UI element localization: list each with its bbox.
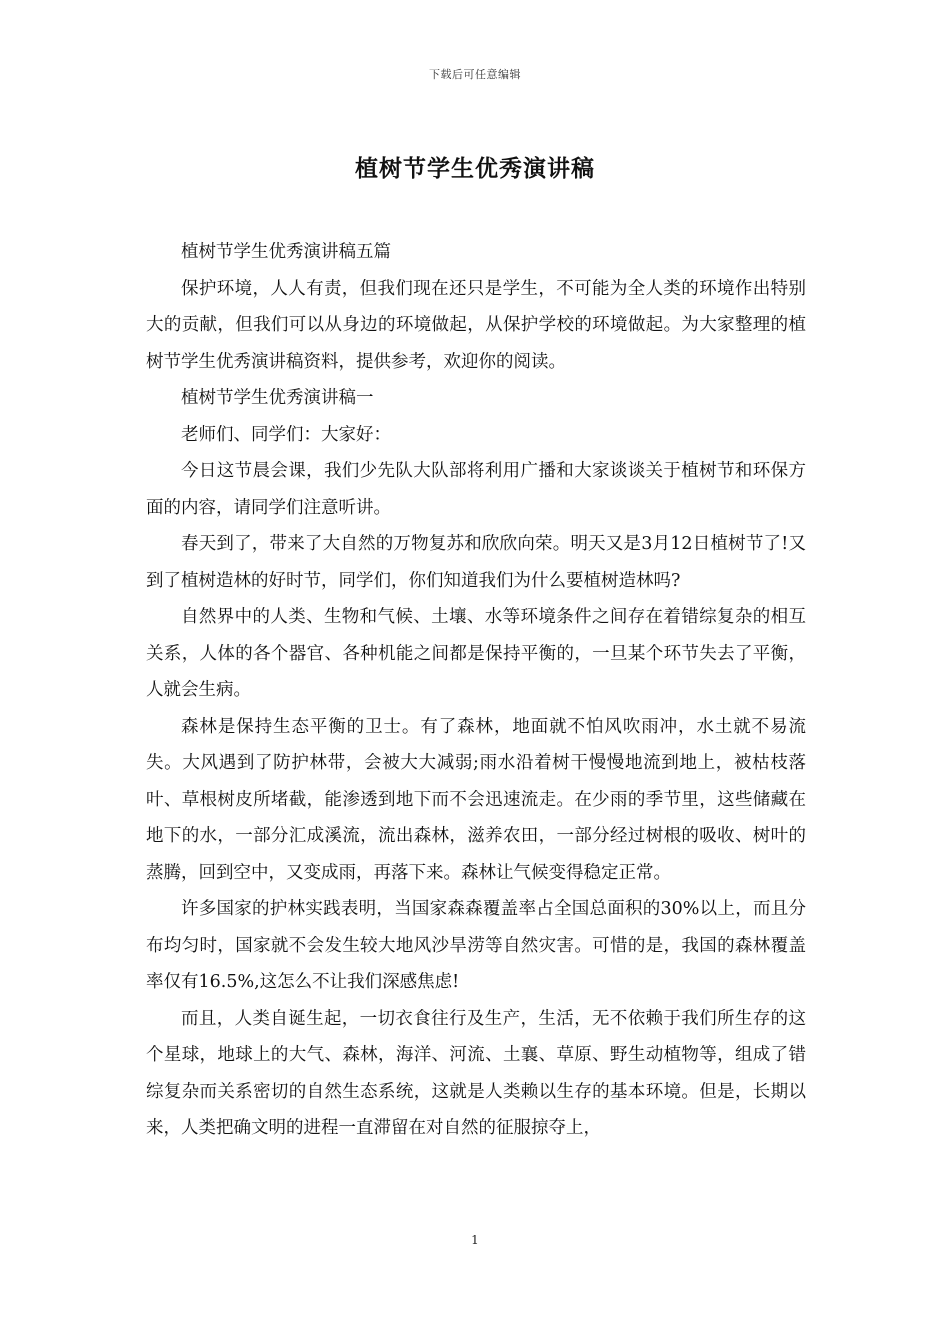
page-number: 1 — [471, 1233, 479, 1247]
paragraph: 许多国家的护林实践表明，当国家森森覆盖率占全国总面积的30%以上，而且分布均匀时，国家就不会发生较大地风沙旱涝等自然灾害。可惜的是，我国的森林覆盖率仅有16.5%,这怎么不让我们深感焦虑! — [146, 899, 806, 992]
page-header-note: 下载后可任意编辑 — [429, 68, 521, 81]
paragraph: 今日这节晨会课，我们少先队大队部将利用广播和大家谈谈关于植树节和环保方面的内容，请同学们注意听讲。 — [146, 461, 806, 518]
paragraph: 老师们、同学们：大家好： — [181, 424, 391, 445]
paragraph: 保护环境，人人有责，但我们现在还只是学生，不可能为全人类的环境作出特别大的贡献，但我们可以从身边的环境做起，从保护学校的环境做起。为大家整理的植树节学生优秀演讲稿资料，提供参考，欢迎你的阅读。 — [146, 278, 806, 372]
paragraph: 植树节学生优秀演讲稿五篇 — [181, 242, 391, 262]
document-body — [146, 234, 806, 1147]
paragraph: 森林是保持生态平衡的卫士。有了森林，地面就不怕风吹雨冲，水土就不易流失。大风遇到了防护林带，会被大大减弱;雨水沿着树干慢慢地流到地上，被枯枝落叶、草根树皮所堵截，能渗透到地下而不会迅速流走。在少雨的季节里，这些储藏在地下的水，一部分汇成溪流，流出森林，滋养农田，一部分经过树根的吸收、树叶的蒸腾，回到空中，又变成雨，再落下来。森林让气候变得稳定正常。 — [146, 716, 806, 883]
paragraph: 自然界中的人类、生物和气候、土壤、水等环境条件之间存在着错综复杂的相互关系，人体的各个器官、各种机能之间都是保持平衡的，一旦某个环节失去了平衡，人就会生病。 — [146, 607, 806, 700]
paragraph: 而且，人类自诞生起，一切衣食往行及生产，生活，无不依赖于我们所生存的这个星球，地球上的大气、森林，海洋、河流、土襄、草原、野生动植物等，组成了错综复杂而关系密切的自然生态系统，这就是人类赖以生存的基本环境。但是，长期以来，人类把确文明的进程一直滞留在对自然的征服掠夺上， — [146, 1008, 806, 1138]
paragraph: 春天到了，带来了大自然的万物复苏和欣欣向荣。明天又是3月12日植树节了!又到了植树造林的好时节，同学们，你们知道我们为什么要植树造林吗? — [146, 534, 806, 591]
paragraph: 植树节学生优秀演讲稿一 — [181, 388, 374, 408]
document-title: 植树节学生优秀演讲稿 — [355, 155, 595, 182]
